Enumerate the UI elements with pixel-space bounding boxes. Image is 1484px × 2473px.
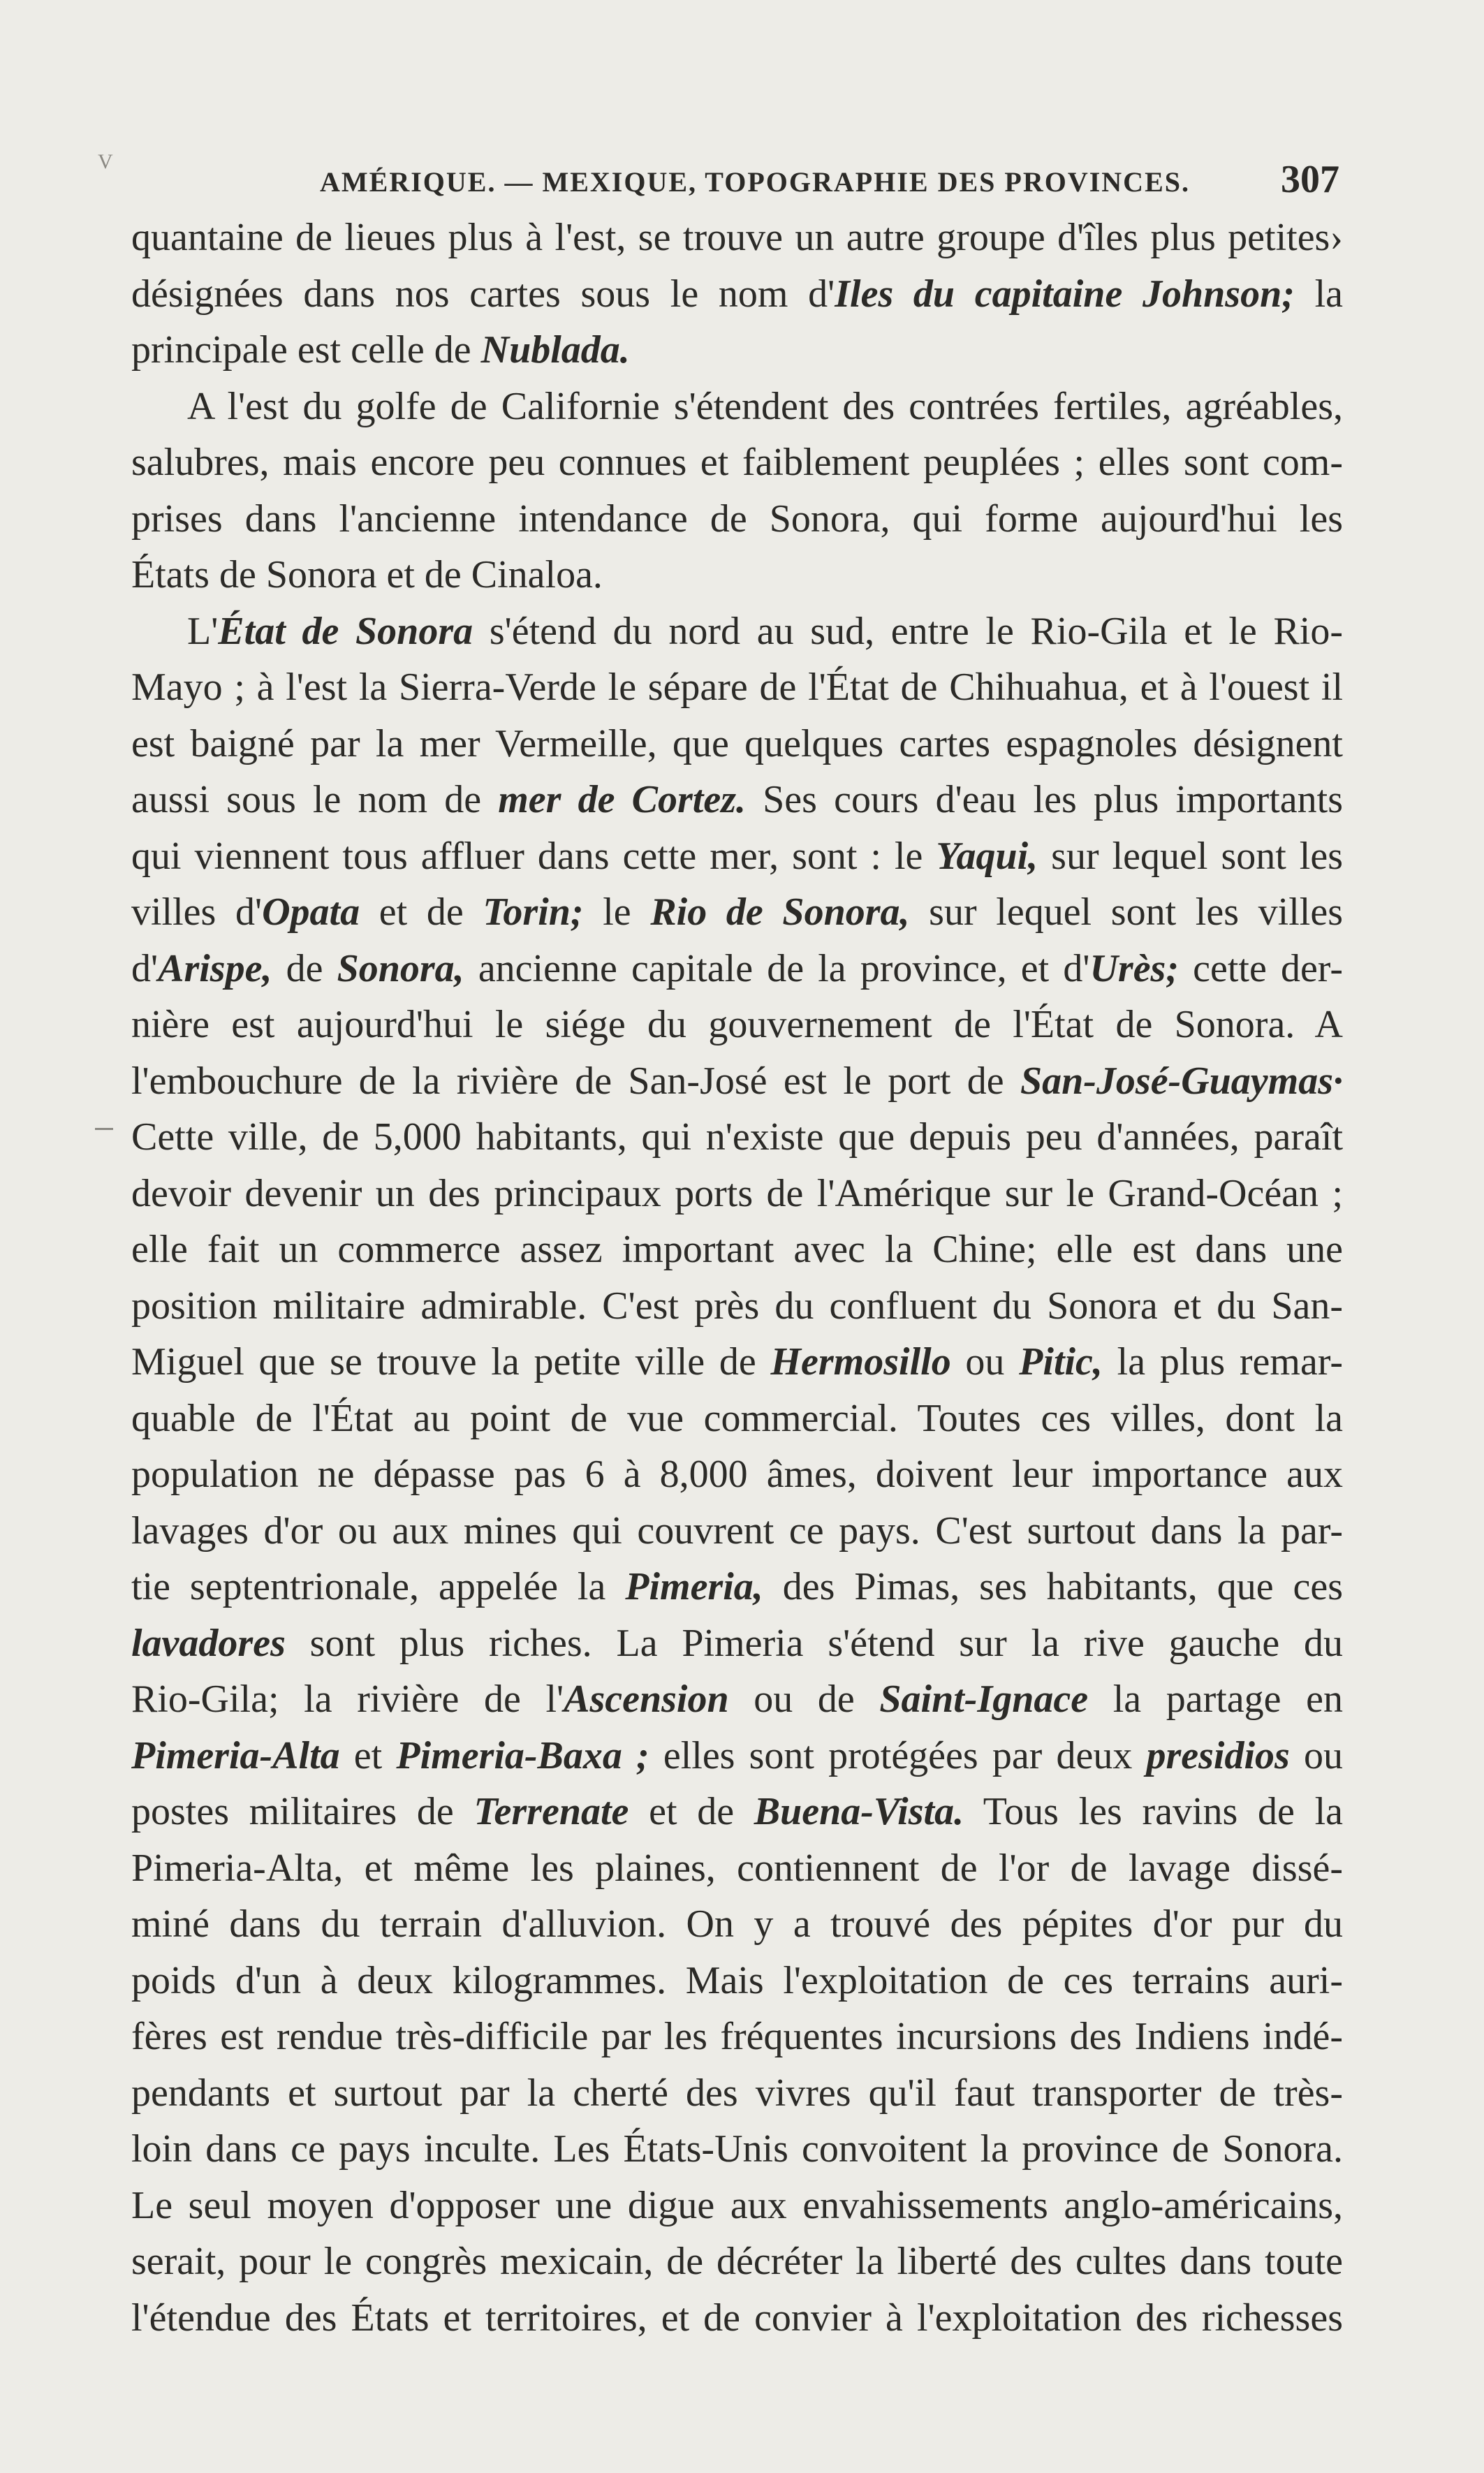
text-line	[131, 1840, 1343, 1897]
text-segment: et de	[629, 1790, 754, 1833]
italic-term: Sonora,	[337, 946, 464, 990]
text-segment: Ses cours d'eau les plus importants	[746, 778, 1343, 821]
text-line	[131, 603, 1343, 660]
text-line	[131, 1615, 1343, 1672]
text-segment: postes militaires de	[131, 1790, 474, 1833]
text-segment: le	[583, 890, 651, 934]
text-segment: la partage en	[1088, 1678, 1343, 1721]
italic-term: Nublada.	[480, 328, 630, 372]
text-line	[131, 1953, 1343, 2009]
italic-term: lavadores	[131, 1621, 286, 1665]
text-segment: et de	[360, 890, 483, 934]
text-segment: désignées dans nos cartes sous le nom d'	[131, 272, 835, 316]
text-segment: miné dans du terrain d'alluvion. On y a trouvé des pépites d'or pur du	[131, 1902, 1343, 1946]
text-segment: tie septentrionale, appelée la	[131, 1565, 626, 1608]
text-line	[131, 997, 1343, 1053]
margin-dash	[95, 1128, 113, 1130]
text-segment: sur lequel sont les	[1038, 834, 1344, 878]
text-segment: ou de	[728, 1678, 880, 1721]
italic-term: Pimeria-Baxa ;	[396, 1733, 649, 1777]
text-segment: poids d'un à deux kilogrammes. Mais l'exploitation de ces terrains auri-	[131, 1958, 1343, 2002]
text-line	[131, 2121, 1343, 2178]
text-line	[131, 1109, 1343, 1166]
text-line	[131, 1166, 1343, 1222]
body-text	[131, 210, 1343, 2346]
text-segment: est baigné par la mer Vermeille, que quelques cartes espagnoles désignent	[131, 721, 1343, 765]
text-segment: s'étend du nord au sud, entre le Rio-Gila et le Rio-	[473, 609, 1344, 653]
text-line	[131, 716, 1343, 772]
text-segment: aussi sous le nom de	[131, 778, 499, 821]
italic-term: Arispe,	[158, 946, 272, 990]
text-line	[131, 1503, 1343, 1560]
text-segment: sur lequel sont les villes	[909, 890, 1343, 934]
text-line	[131, 659, 1343, 716]
running-head: AMÉRIQUE. — MEXIQUE, TOPOGRAPHIE DES PROVINCES.	[320, 166, 1190, 198]
text-line	[131, 1446, 1343, 1503]
text-segment: devoir devenir un des principaux ports de l'Amérique sur le Grand-Océan ;	[131, 1171, 1343, 1215]
text-segment: cette der-	[1178, 946, 1343, 990]
text-line	[131, 1896, 1343, 1953]
italic-term: Terrenate	[473, 1790, 629, 1833]
text-segment: quable de l'État au point de vue commercial. Toutes ces villes, dont la	[131, 1396, 1343, 1440]
text-segment: Pimeria-Alta, et même les plaines, contiennent de l'or de lavage dissé-	[131, 1846, 1343, 1890]
text-segment: elles sont protégées par deux	[649, 1733, 1147, 1777]
page-number: 307	[1281, 158, 1339, 201]
italic-term: Urès;	[1089, 946, 1179, 990]
text-segment: Rio-Gila; la rivière de l'	[131, 1678, 564, 1721]
text-line	[131, 1221, 1343, 1278]
italic-term: Pimeria-Alta	[131, 1733, 340, 1777]
text-segment: L'	[187, 609, 219, 653]
text-segment: Mayo ; à l'est la Sierra-Verde le sépare de l'État de Chihuahua, et à l'ouest il	[131, 666, 1343, 709]
text-line	[131, 266, 1343, 323]
text-segment: villes d'	[131, 890, 263, 934]
italic-term: San-José-Guaymas·	[1020, 1059, 1343, 1103]
italic-term: Ascension	[564, 1678, 729, 1721]
text-segment: l'étendue des États et territoires, et de convier à l'exploitation des richesses	[131, 2296, 1343, 2340]
text-line	[131, 1278, 1343, 1335]
italic-term: mer de Cortez.	[498, 778, 746, 821]
text-segment: elle fait un commerce assez important avec la Chine; elle est dans une	[131, 1228, 1343, 1271]
text-segment: prises dans l'ancienne intendance de Sonora, qui forme aujourd'hui les	[131, 497, 1343, 541]
italic-term: Yaqui,	[936, 834, 1038, 878]
text-segment: population ne dépasse pas 6 à 8,000 âmes, doivent leur importance aux	[131, 1453, 1343, 1496]
text-segment: loin dans ce pays inculte. Les États-Unis convoitent la province de Sonora.	[131, 2127, 1343, 2171]
text-line	[131, 322, 1343, 379]
italic-term: Iles du capitaine Johnson;	[835, 272, 1295, 316]
text-line	[131, 379, 1343, 435]
margin-mark: V	[98, 150, 113, 173]
text-segment: fères est rendue très-difficile par les fréquentes incursions des Indiens indé-	[131, 2015, 1343, 2058]
italic-term: Buena-Vista.	[754, 1790, 964, 1833]
text-segment: ou	[950, 1340, 1020, 1384]
text-segment: principale est celle de	[131, 328, 481, 372]
text-segment: et	[339, 1733, 397, 1777]
text-line	[131, 2233, 1343, 2290]
text-segment: A l'est du golfe de Californie s'étendent des contrées fertiles, agréables,	[187, 384, 1343, 428]
text-line	[131, 2290, 1343, 2347]
text-line	[131, 547, 1343, 603]
italic-term: Pimeria,	[625, 1565, 763, 1608]
text-line	[131, 2178, 1343, 2234]
text-segment: l'embouchure de la rivière de San-José est le port de	[131, 1059, 1020, 1103]
text-segment: sont plus riches. La Pimeria s'étend sur la rive gauche du	[285, 1621, 1343, 1665]
text-segment: des Pimas, ses habitants, que ces	[763, 1565, 1343, 1608]
text-segment: nière est aujourd'hui le siége du gouvernement de l'État de Sonora. A	[131, 1003, 1343, 1046]
text-segment: d'	[131, 946, 159, 990]
text-line	[131, 1671, 1343, 1728]
text-segment: ou	[1289, 1733, 1343, 1777]
text-line	[131, 884, 1343, 941]
text-line	[131, 1728, 1343, 1784]
text-segment: lavages d'or ou aux mines qui couvrent ce pays. C'est surtout dans la par-	[131, 1509, 1343, 1553]
text-line	[131, 1053, 1343, 1110]
text-line	[131, 491, 1343, 548]
text-segment: quantaine de lieues plus à l'est, se trouve un autre groupe d'îles plus petites›	[131, 216, 1343, 259]
italic-term: Saint-Ignace	[879, 1678, 1089, 1721]
text-segment: salubres, mais encore peu connues et faiblement peuplées ; elles sont com-	[131, 441, 1343, 484]
text-line	[131, 828, 1343, 885]
text-line	[131, 2009, 1343, 2065]
italic-term: presidios	[1146, 1733, 1290, 1777]
text-segment: serait, pour le congrès mexicain, de décréter la liberté des cultes dans toute	[131, 2240, 1343, 2283]
italic-term: Pitic,	[1019, 1340, 1103, 1384]
text-segment: pendants et surtout par la cherté des vivres qu'il faut transporter de très-	[131, 2071, 1343, 2115]
text-segment: Miguel que se trouve la petite ville de	[131, 1340, 771, 1384]
text-segment: Cette ville, de 5,000 habitants, qui n'existe que depuis peu d'années, paraît	[131, 1115, 1343, 1159]
text-line	[131, 1784, 1343, 1840]
text-line	[131, 434, 1343, 491]
text-segment: États de Sonora et de Cinaloa.	[131, 553, 603, 596]
text-segment: la plus remar-	[1102, 1340, 1344, 1384]
page-header	[313, 157, 1339, 206]
text-segment: qui viennent tous affluer dans cette mer, sont : le	[131, 834, 936, 878]
italic-term: État de Sonora	[218, 609, 473, 653]
text-segment: la	[1294, 272, 1343, 316]
text-line	[131, 1390, 1343, 1447]
italic-term: Hermosillo	[770, 1340, 951, 1384]
text-line	[131, 2065, 1343, 2122]
text-segment: ancienne capitale de la province, et d'	[464, 946, 1090, 990]
text-segment: Le seul moyen d'opposer une digue aux envahissements anglo-américains,	[131, 2183, 1343, 2227]
italic-term: Rio de Sonora,	[650, 890, 910, 934]
italic-term: Torin;	[483, 890, 584, 934]
text-segment: de	[272, 946, 337, 990]
text-segment: position militaire admirable. C'est près du confluent du Sonora et du San-	[131, 1284, 1343, 1328]
text-line	[131, 210, 1343, 266]
italic-term: Opata	[262, 890, 360, 934]
text-line	[131, 1559, 1343, 1615]
text-line	[131, 941, 1343, 997]
text-segment: Tous les ravins de la	[964, 1790, 1343, 1833]
text-line	[131, 772, 1343, 828]
text-line	[131, 1334, 1343, 1390]
